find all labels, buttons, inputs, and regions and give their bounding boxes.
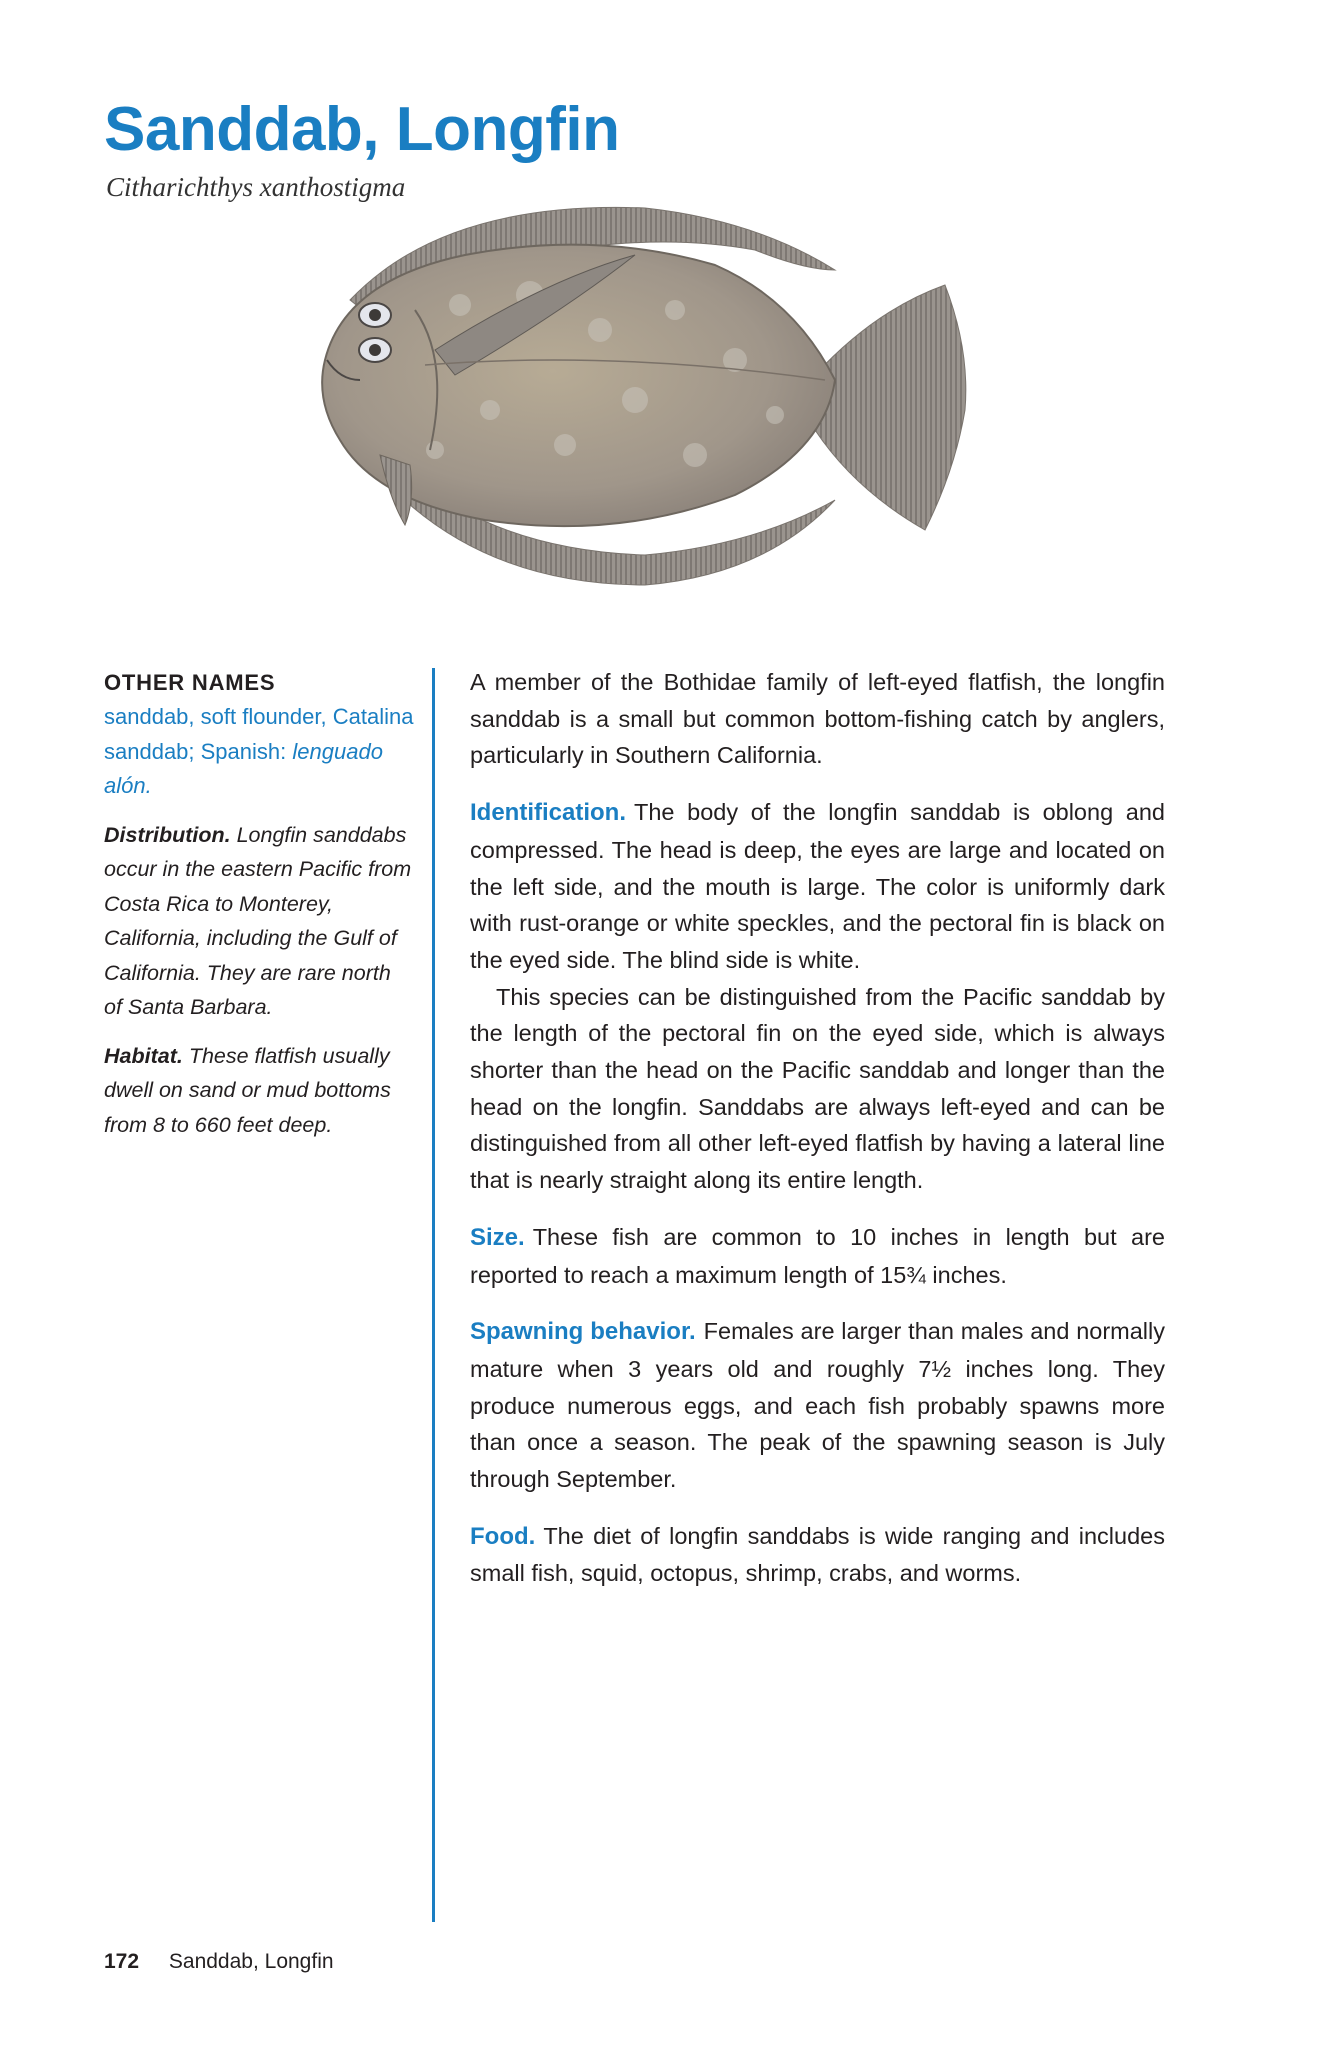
scientific-name: Citharichthys xanthostigma — [106, 172, 406, 202]
identification-paragraph-2: This species can be distinguished from the Pacific sanddab by the length of the pectoral fin on the eyed side, which is always shorter than the head on the Pacific sanddab and longer than the head on the longfin. Sanddabs are always left-eyed and can be distinguished from all other left-eyed flatfish by having a lateral line that is nearly straight along its entire length. — [470, 983, 1165, 1194]
column-divider — [432, 668, 435, 1922]
identification-text: The body of the longfin sanddab is oblong and compressed. The head is deep, the eyes are large and located on the left side, and the mouth is large. The color is uniformly dark with rust-orange or white speckles, and the pectoral fin is black on the eyed side. The blind side is white. — [470, 799, 1165, 973]
food-text: The diet of longfin sanddabs is wide ranging and includes small fish, squid, octopus, shrimp, crabs, and worms. — [470, 1522, 1165, 1587]
size-text: These fish are common to 10 inches in length but are reported to reach a maximum length of 15¾ inches. — [470, 1223, 1165, 1288]
page-number: 172 — [104, 1950, 140, 1973]
spawning-heading: Spawning behavior. — [470, 1318, 696, 1346]
size-heading: Size. — [470, 1223, 525, 1251]
distribution-paragraph — [104, 818, 414, 1025]
habitat-text: These flatfish usually dwell on sand or mud bottoms from 8 to 660 feet deep. — [104, 1043, 391, 1137]
identification-paragraph — [470, 794, 1165, 979]
habitat-paragraph — [104, 1039, 414, 1143]
other-names-spanish: lenguado alón. — [104, 738, 383, 798]
other-names-text: sanddab, soft flounder, Catalina sanddab; Spanish: — [104, 704, 414, 764]
running-title: Sanddab, Longfin — [168, 1950, 334, 1973]
size-paragraph — [470, 1219, 1165, 1293]
fish-illustration — [315, 200, 1115, 640]
spawning-text: Females are larger than males and normally mature when 3 years old and roughly 7½ inches long. They produce numerous eggs, and each fish probably spawns more than once a season. The peak of the spawning season is July through September. — [470, 1318, 1165, 1493]
food-heading: Food. — [470, 1522, 536, 1550]
distribution-text: Longfin sanddabs occur in the eastern Pacific from Costa Rica to Monterey, California, including the Gulf of California. They are rare north of Santa Barbara. — [104, 822, 412, 1019]
other-names-list — [104, 700, 414, 804]
habitat-label: Habitat. — [104, 1043, 183, 1068]
intro-paragraph: A member of the Bothidae family of left-eyed flatfish, the longfin sanddab is a small but common bottom-fishing catch by anglers, particularly in Southern California. — [470, 669, 1165, 769]
sidebar — [104, 666, 414, 1142]
distribution-label: Distribution. — [104, 822, 231, 847]
identification-heading: Identification. — [470, 799, 626, 827]
page-footer — [104, 1950, 334, 1974]
spawning-paragraph — [470, 1313, 1165, 1498]
page-title: Sanddab, Longfin — [104, 95, 620, 164]
other-names-heading: OTHER NAMES — [104, 670, 276, 695]
main-text — [470, 664, 1165, 1612]
food-paragraph — [470, 1518, 1165, 1592]
